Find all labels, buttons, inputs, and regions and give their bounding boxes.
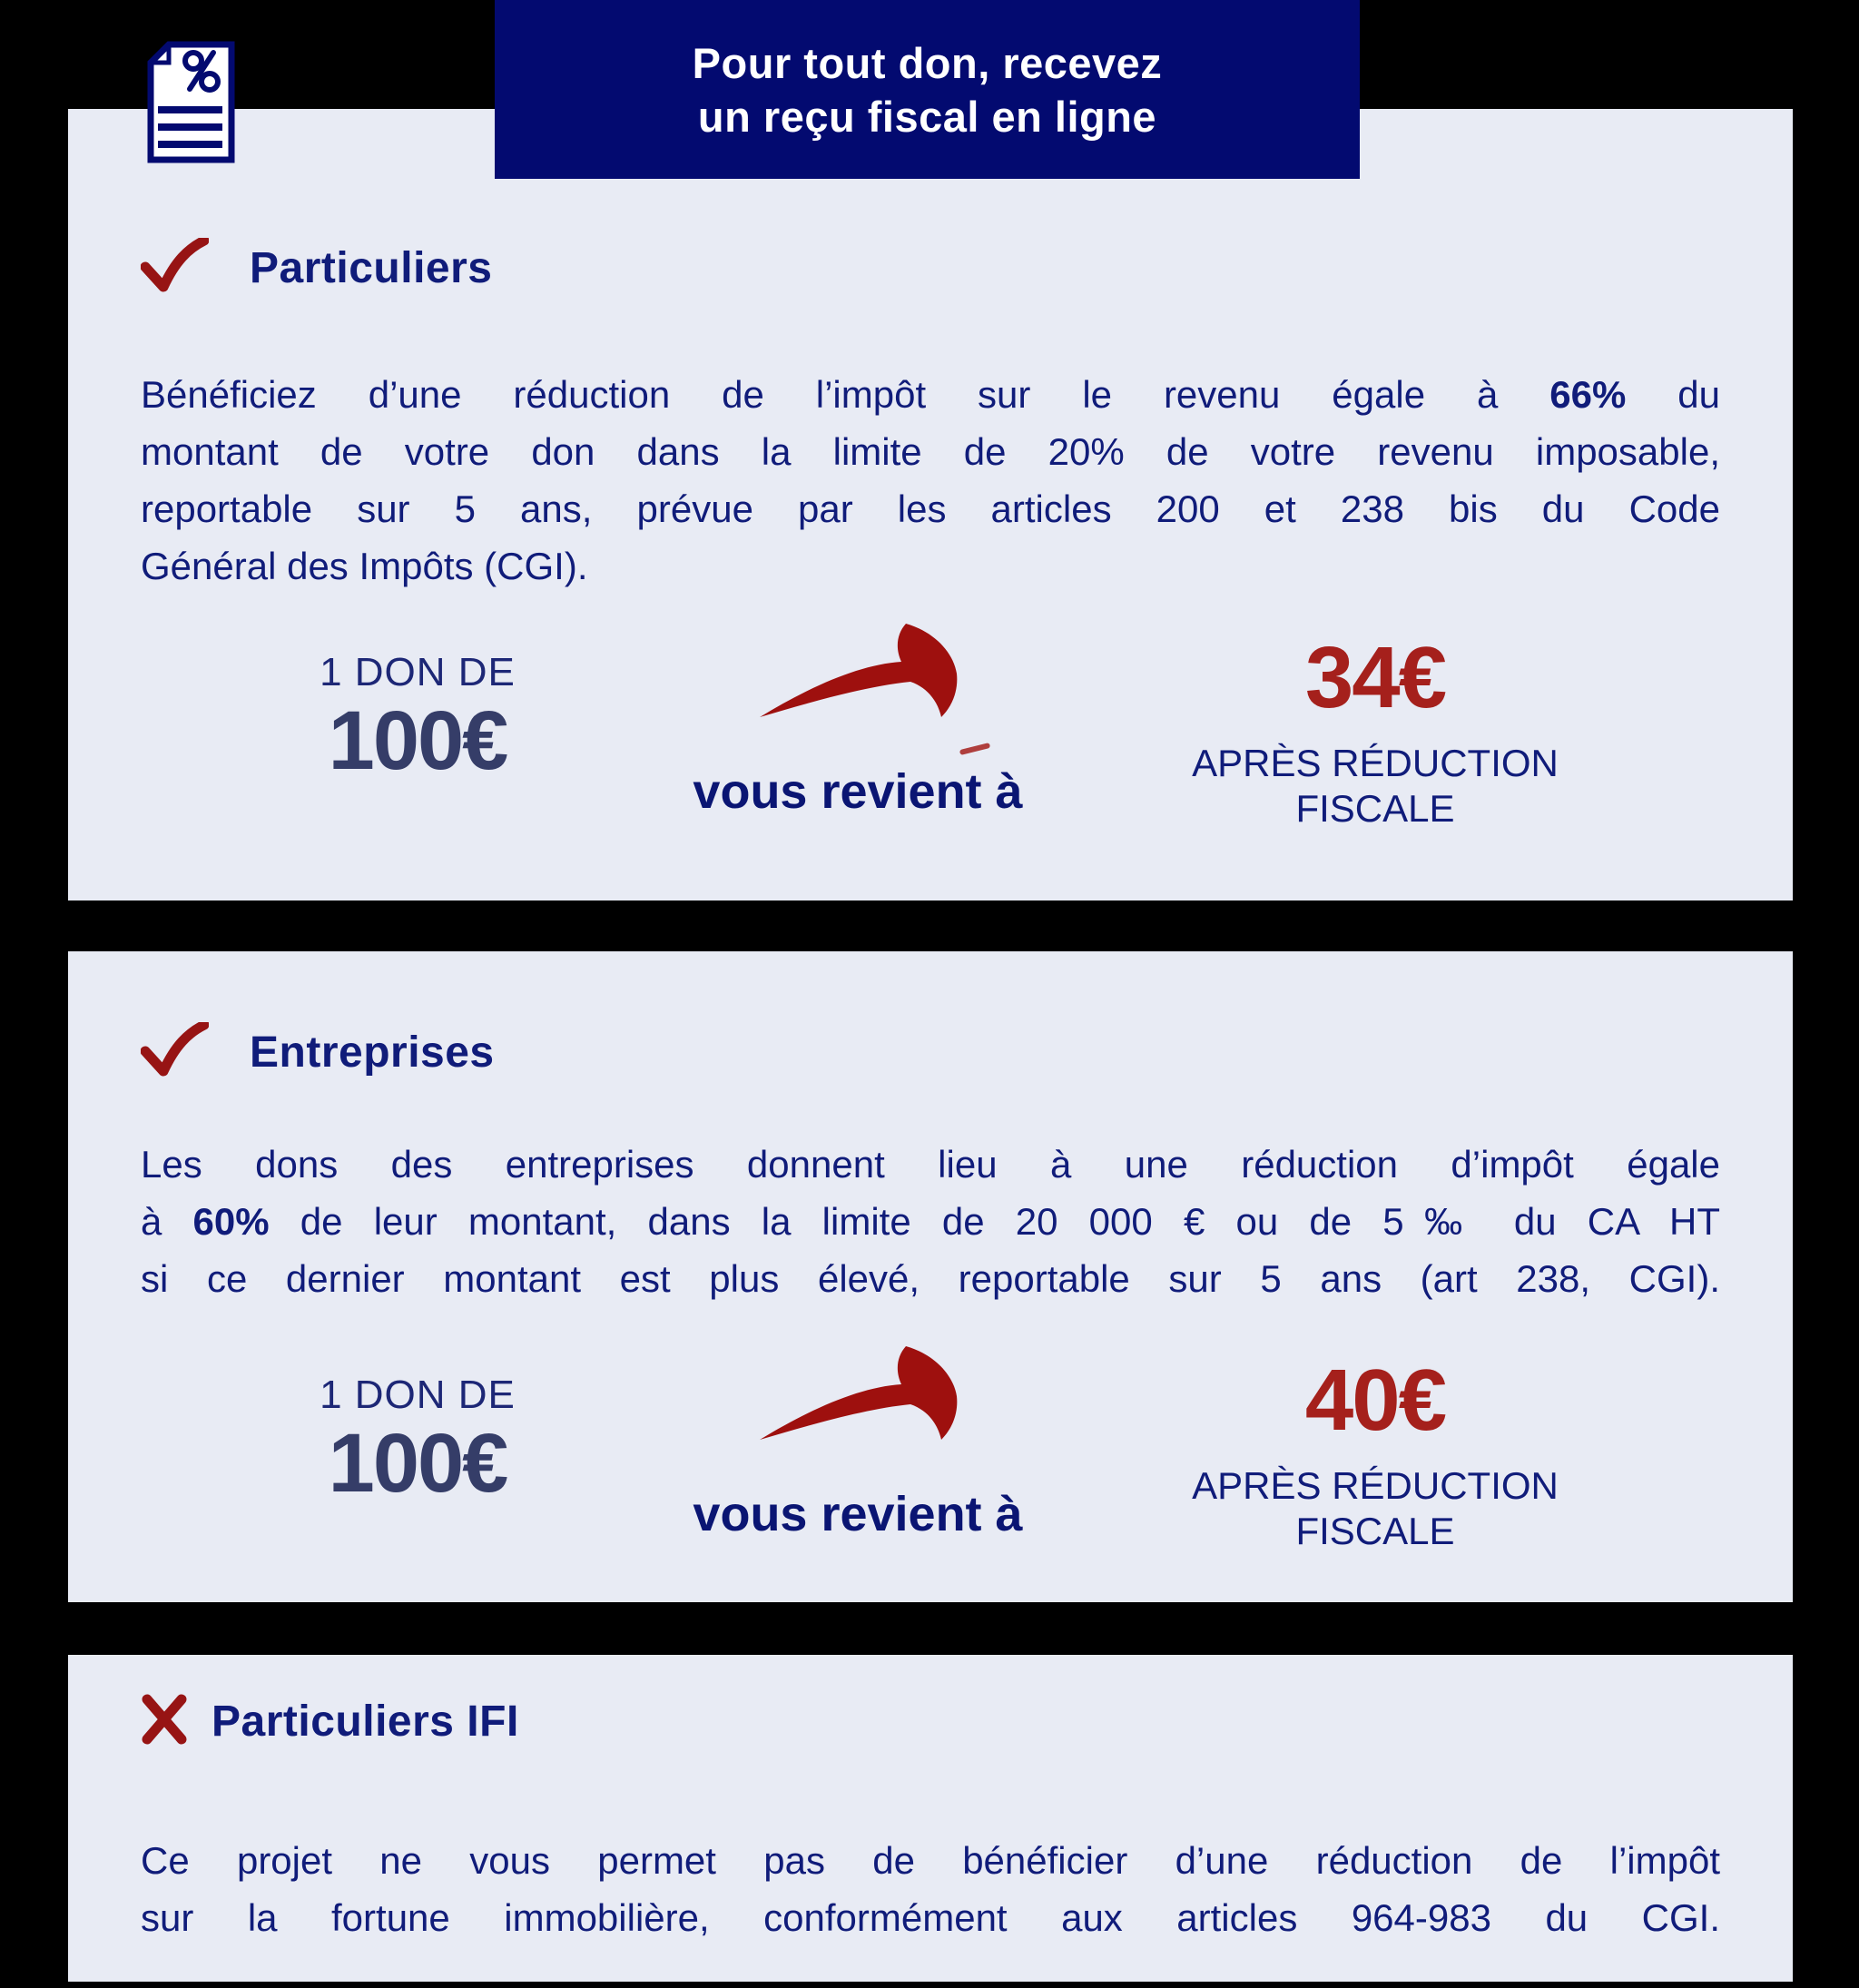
result-amount: 40€ [1304,1352,1446,1449]
document-percent-icon [143,41,239,168]
curved-arrow-icon [758,711,958,726]
flow-block [622,617,1094,820]
result-caption-line-2: FISCALE [1295,787,1455,830]
result-caption-line-1: APRÈS RÉDUCTION [1192,742,1559,784]
paragraph [141,1136,1720,1307]
result-block [1112,1340,1638,1554]
section-particuliers [68,109,1793,901]
cross-icon [141,1693,188,1750]
donation-example [68,1340,1793,1612]
donation-label: 1 DON DE [320,1373,516,1417]
paragraph-line: sur la fortune immobilière, conformément aux articles 964-983 du CGI. [141,1896,1720,1939]
donation-example [68,617,1793,908]
paragraph-line: si ce dernier montant est plus élevé, reportable sur 5 ans (art 238, CGI). [141,1257,1720,1300]
result-amount: 34€ [1304,629,1446,726]
paragraph-line: à 60% de leur montant, dans la limite de 20 000 € ou de 5‰ du CA HT [141,1200,1720,1243]
header-banner [495,0,1360,179]
donation-label: 1 DON DE [320,650,516,694]
check-icon [141,1022,209,1083]
paragraph [141,1832,1720,1946]
banner-line-1: Pour tout don, recevez [692,38,1163,87]
section-title: Particuliers IFI [211,1698,519,1746]
paragraph-line: montant de votre don dans la limite de 20% de votre revenu imposable, [141,430,1720,473]
paragraph [141,366,1720,595]
flow-block [622,1340,1094,1542]
section-entreprises [68,951,1793,1602]
banner-line-2: un reçu fiscal en ligne [697,92,1157,141]
paragraph-line: reportable sur 5 ans, prévue par les articles 200 et 238 bis du Code [141,487,1720,530]
result-caption-line-2: FISCALE [1295,1510,1455,1552]
donation-block [222,617,613,787]
donation-block [222,1340,613,1510]
paragraph-line: Ce projet ne vous permet pas de bénéficier d’une réduction de l’impôt [141,1839,1720,1882]
section-particuliers-ifi [68,1655,1793,1982]
paragraph-line: Bénéficiez d’une réduction de l’impôt sur le revenu égale à 66% du [141,373,1721,416]
paragraph-line: Les dons des entreprises donnent lieu à une réduction d’impôt égale [141,1143,1720,1186]
check-icon [141,238,209,299]
arrow-spark-mark [959,743,990,755]
donation-amount: 100€ [328,1417,507,1510]
flow-label: vous revient à [693,764,1023,819]
section-heading [68,1655,1793,1750]
result-caption-line-1: APRÈS RÉDUCTION [1192,1464,1559,1507]
curved-arrow-icon [758,1433,958,1449]
section-title: Particuliers [250,244,493,292]
flow-label: vous revient à [693,1487,1023,1541]
section-title: Entreprises [250,1028,495,1077]
donation-amount: 100€ [328,694,507,787]
paragraph-line: Général des Impôts (CGI). [141,545,588,587]
result-block [1112,617,1638,832]
section-heading [68,951,1793,1083]
